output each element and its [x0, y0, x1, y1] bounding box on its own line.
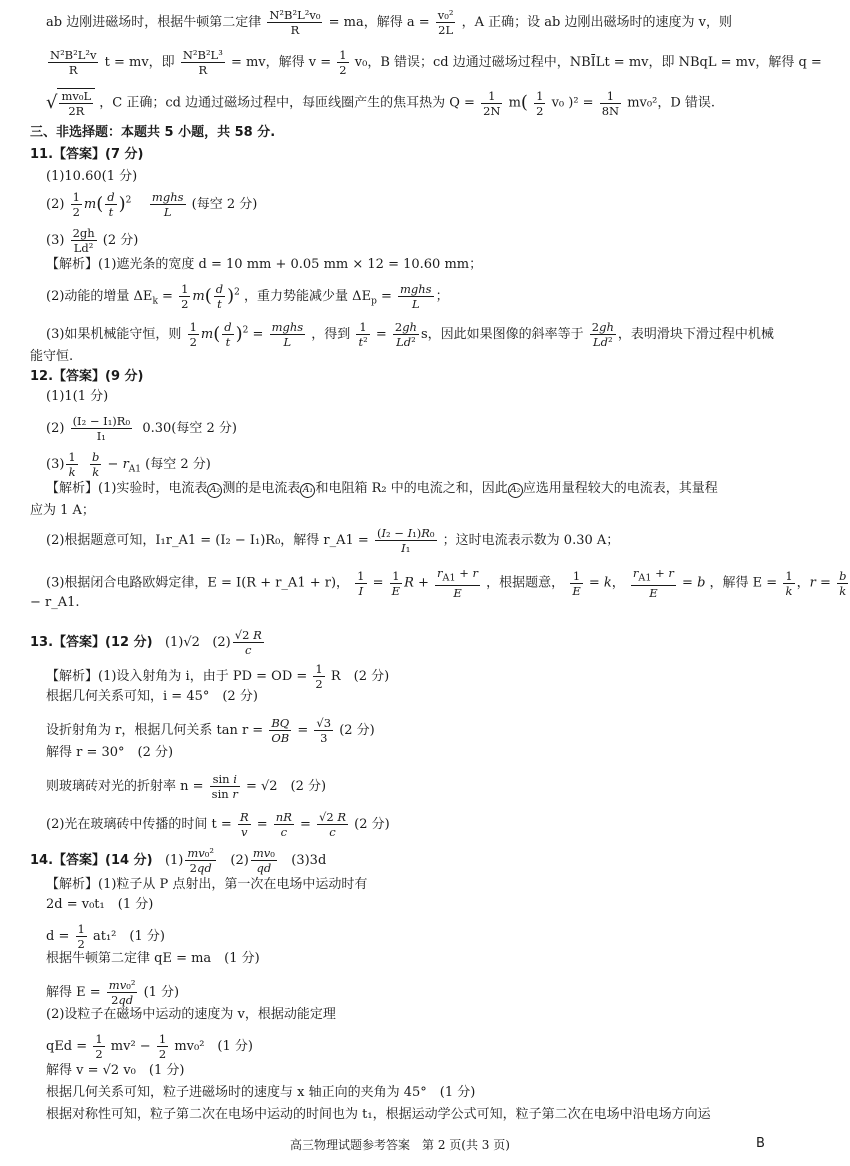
question-heading: 14.【答案】(14 分) (1) $\frac{\text{mv₀²}}{2qd}$ (2) $\frac{\text{mv₀}}{qd}$ (3)3d	[30, 846, 327, 875]
analysis-line: 【解析】(1)实验时，电流表 A₂ 测的是电流表 A₁ 和电阻箱 R₂ 中的电流之和，因此 A₂ 应选用量程较大的电流表，其量程	[46, 481, 718, 496]
analysis-line: (2)光在玻璃砖中传播的时间 t = $\frac{R}{v}$ = $\frac{nR}{c}$ = $\frac{√2 R}{c}$ (2 分)	[46, 810, 390, 839]
analysis-line: 根据几何关系可知，i = 45° (2 分)	[46, 689, 258, 704]
answer-line: (2) $\frac{\text{(I₂ − I₁)R₀}}{\text{I₁}}$ 0.30(每空 2 分)	[46, 414, 237, 443]
text-line: √ $\frac{\text{mv₀L}}{2R}$ ，C 正确；cd 边通过磁场过程中，每匝线圈产生的焦耳热为 Q = $\frac{1}{2N}$ m( $\frac{1}{2}$ v₀ )² = $\frac{1}{8N}$ mv₀²，D 错误.	[46, 88, 716, 118]
analysis-line: (3)如果机械能守恒，则 $\frac{1}{2}$ m( $\frac{d}{t}$ )$^2$ = mghs L ，得到 $\frac{1}{\text{t²}}$ = $\frac{2gh}{\text{Ld²}}$ s，因此如果图像的斜率等于 $\frac{2gh}{\text{Ld²}}$ ，表明滑块下滑过程中机械	[46, 320, 774, 349]
fraction: $\frac{1}{2N}$	[483, 88, 501, 118]
analysis-line: 解得 v = √2 v₀ (1 分)	[46, 1063, 185, 1078]
analysis-line: 根据牛顿第二定律 qE = ma (1 分)	[46, 951, 260, 966]
analysis-line: 能守恒.	[30, 349, 74, 364]
text-line: ab 边刚进磁场时，根据牛顿第二定律 $\frac{\text{N²B²L²v₀}}{R}$ = ma，解得 a = $\frac{\text{v₀²}}{2L}$ ，A 正确；设 ab 边刚出磁场时的速度为 v，则	[46, 8, 732, 37]
section-heading: 三、非选择题：本题共 5 小题，共 58 分.	[30, 125, 276, 140]
version-letter: B	[756, 1136, 765, 1151]
analysis-line: 设折射角为 r，根据几何关系 tan r = $\frac{BQ}{OB}$ = $\frac{√3}{3}$ (2 分)	[46, 716, 375, 745]
analysis-line: 【解析】(1)遮光条的宽度 d = 10 mm + 0.05 mm × 12 = 10.60 mm；	[46, 257, 483, 272]
analysis-line: 解得 E = $\frac{\text{mv₀²}}{2qd}$ (1 分)	[46, 978, 180, 1007]
analysis-line: (2)根据题意可知，I₁r_A1 = (I₂ − I₁)R₀，解得 r_A1 = $\frac{\text{(I₂ − I₁)R₀}}{\text{I₁}}$ ；这时电流表示数为 0.30 A；	[46, 526, 620, 555]
analysis-line: 根据对称性可知，粒子第二次在电场中运动的时间也为 t₁，根据运动学公式可知，粒子第二次在电场中沿电场方向运	[46, 1107, 711, 1122]
fraction: $\frac{1}{8N}$	[601, 88, 620, 118]
radical: √ $\frac{\text{mv₀L}}{2R}$	[46, 88, 95, 118]
analysis-line: − r_A1.	[30, 595, 80, 610]
fraction: $\frac{\text{N²B²L³}}{R}$	[182, 48, 223, 77]
analysis-line: 【解析】(1)粒子从 P 点射出，第一次在电场中运动时有	[46, 877, 368, 892]
fraction: $\frac{1}{2}$	[536, 88, 544, 118]
analysis-line: 应为 1 A；	[30, 503, 95, 518]
analysis-line: 则玻璃砖对光的折射率 n = $\frac{\text{sin i}}{\text{sin r}}$ = √2 (2 分)	[46, 772, 327, 801]
question-heading: 12.【答案】(9 分)	[30, 369, 144, 384]
question-heading: 11.【答案】(7 分)	[30, 147, 144, 162]
analysis-line: (2)设粒子在磁场中运动的速度为 v，根据动能定理	[46, 1007, 336, 1022]
analysis-line: 根据几何关系可知，粒子进磁场时的速度与 x 轴正向的夹角为 45° (1 分)	[46, 1085, 476, 1100]
analysis-line: d = $\frac{1}{2}$ at₁² (1 分)	[46, 922, 165, 951]
fraction: $\frac{\text{N²B²L²v₀}}{R}$	[269, 8, 321, 37]
page-footer: 高三物理试题参考答案 第 2 页(共 3 页)	[290, 1138, 510, 1152]
fraction: $\frac{\text{v₀²}}{2L}$	[437, 8, 454, 37]
analysis-line: (3)根据闭合电路欧姆定律，E = I(R + r_A1 + r)， $\frac{1}{I}$ = $\frac{1}{E}$ R + $\frac{r_{A1} + r}{E}$ ，根据题意， $\frac{1}{E}$ = k， $\frac{r_{A1} + r}{E}$ = b ，解得 E = $\frac{1}{k}$ ，r = $\frac{b}{k}$	[46, 566, 847, 601]
answer-line: (3) $\frac{2gh}{\text{Ld²}}$ (2 分)	[46, 226, 139, 255]
answer-line: (1)1(1 分)	[46, 389, 109, 404]
text-line: $\frac{\text{N²B²L²v}}{R}$ t = mv，即 $\frac{\text{N²B²L³}}{R}$ = mv，解得 v = $\frac{1}{2}$ v₀，B 错误；cd 边通过磁场过程中，NBĪLt = mv，即 NBqL = mv，解得 q =	[50, 48, 822, 77]
answer-line: (1)10.60(1 分)	[46, 169, 138, 184]
fraction: $\frac{\text{N²B²L²v}}{R}$	[50, 48, 97, 77]
analysis-line: 解得 r = 30° (2 分)	[46, 745, 174, 760]
analysis-line: 【解析】(1)设入射角为 i，由于 PD = OD = $\frac{1}{2}$ R (2 分)	[46, 662, 390, 691]
analysis-line: qEd = $\frac{1}{2}$ mv² − $\frac{1}{2}$ mv₀² (1 分)	[46, 1032, 253, 1061]
question-heading: 13.【答案】(12 分) (1)√2 (2) $\frac{√2 R}{c}$	[30, 628, 262, 657]
answer-line: (2) $\frac{1}{2}$ m( $\frac{d}{t}$ )$^2$ mghs L (每空 2 分)	[46, 190, 258, 219]
analysis-line: (2)动能的增量 $\Delta E_k$ = $\frac{1}{2}$ m( $\frac{d}{t}$ )$^2$ ，重力势能减少量 $\Delta E_p$ = mghs L ；	[46, 282, 449, 311]
fraction: $\frac{1}{2}$	[339, 48, 347, 77]
answer-line: (3) $\frac{1}{k}$ $\frac{b}{k}$ − $r_{A1}$ (每空 2 分)	[46, 450, 211, 479]
analysis-line: 2d = v₀t₁ (1 分)	[46, 897, 154, 912]
